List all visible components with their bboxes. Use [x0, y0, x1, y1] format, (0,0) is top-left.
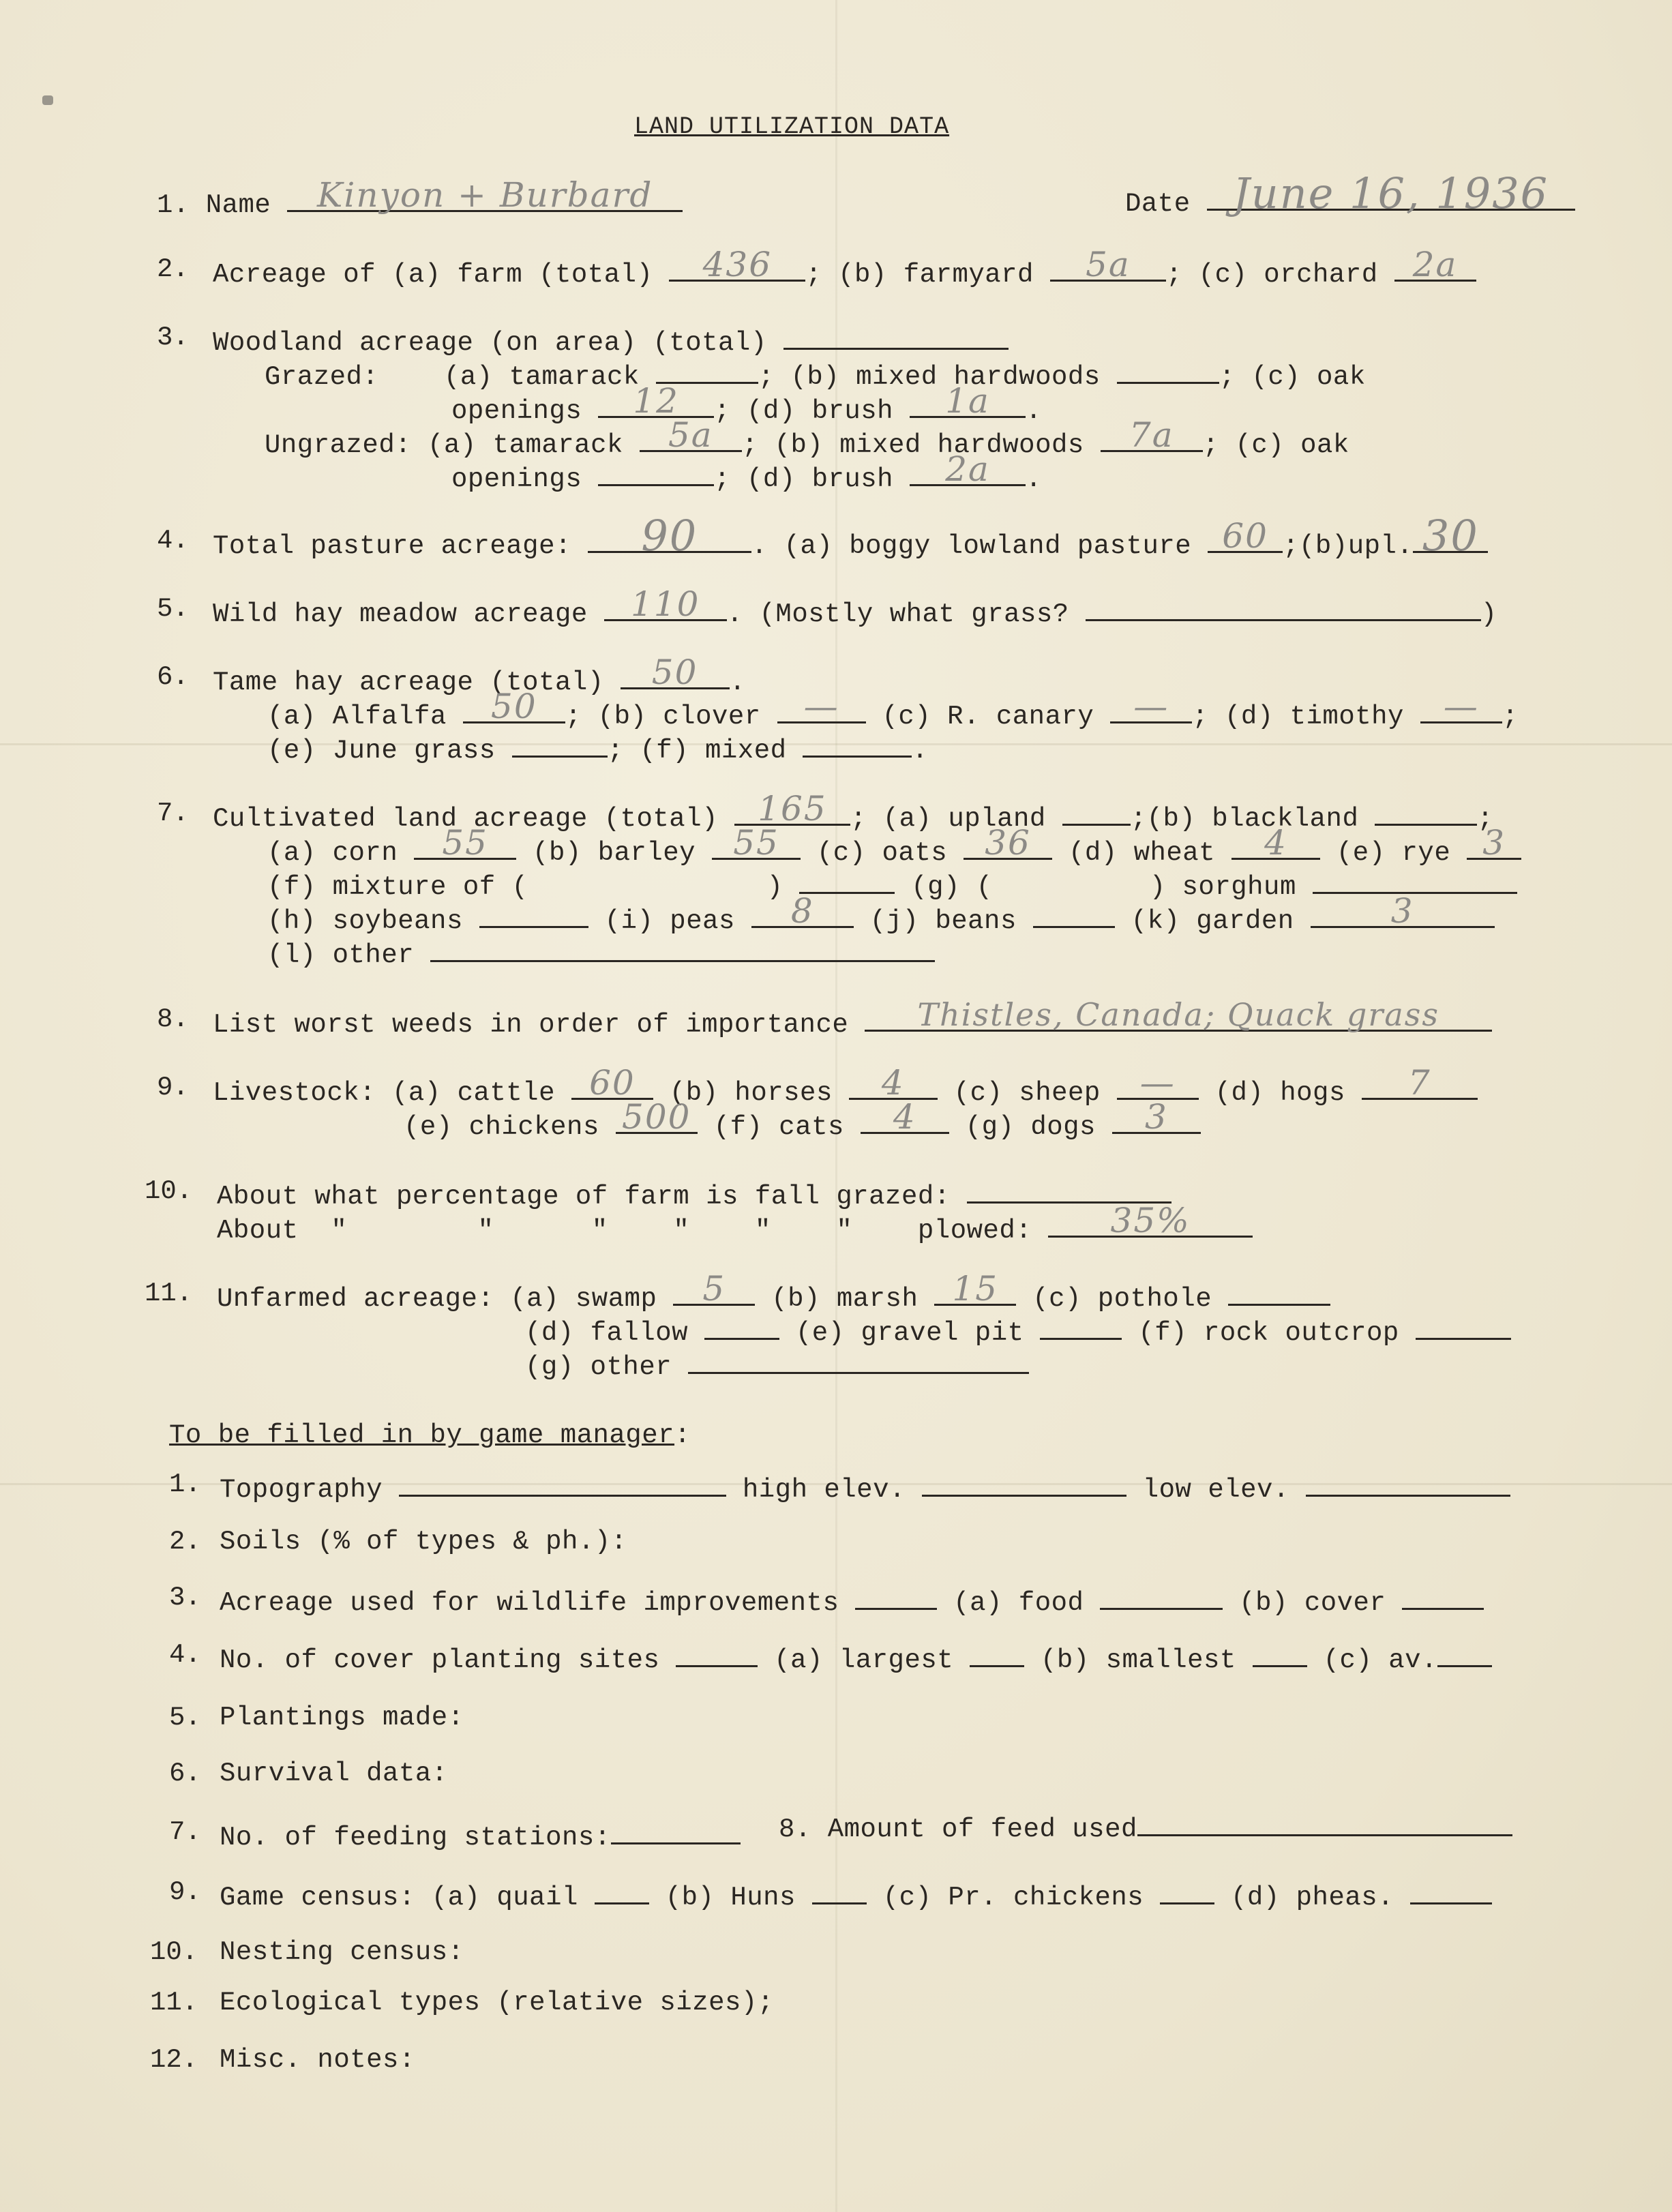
cats-value: 4: [893, 1097, 916, 1137]
nesting-census-label: Nesting census:: [220, 1937, 464, 1967]
oats-label: (c) oats: [816, 838, 948, 868]
q3-row-3: [451, 381, 1042, 427]
ungrazed-brush-value: 2a: [945, 449, 990, 489]
blackland-label: ;(b) blackland: [1130, 804, 1359, 834]
q11-number: 11.: [145, 1279, 193, 1309]
dogs-value: 3: [1144, 1097, 1168, 1137]
m5-number: 5.: [169, 1703, 201, 1733]
blackland-field[interactable]: [1375, 798, 1477, 826]
timothy-value: —: [1443, 687, 1479, 726]
q2-row: [213, 245, 1476, 290]
corn-value: 55: [442, 823, 488, 863]
wheat-value: 4: [1264, 823, 1287, 863]
ungrazed-tamarack-field[interactable]: [640, 415, 742, 455]
unfarmed-label: Unfarmed acreage:: [217, 1284, 494, 1314]
date-label: Date: [1125, 189, 1191, 219]
name-value: Kinyon + Burbard: [317, 175, 653, 215]
q5-number: 5.: [157, 594, 189, 624]
m10-number: 10.: [150, 1937, 198, 1967]
m9-number: 9.: [169, 1877, 201, 1907]
hogs-field[interactable]: [1362, 1063, 1478, 1103]
barley-field[interactable]: [712, 823, 801, 863]
marsh-label: (b) marsh: [771, 1284, 919, 1314]
q3-row-5: [451, 449, 1042, 495]
barley-value: 55: [733, 823, 779, 863]
ecological-types-label: Ecological types (relative sizes);: [220, 1988, 774, 2018]
sheep-field[interactable]: [1117, 1063, 1199, 1103]
ungrazed-openings-field[interactable]: [598, 458, 714, 486]
rock-outcrop-label: (f) rock outcrop: [1138, 1318, 1399, 1348]
pasture-field[interactable]: [588, 511, 751, 561]
ungrazed-hardwoods-field[interactable]: [1101, 415, 1203, 455]
ungrazed-hardwoods-label: ; (b) mixed hardwoods: [741, 430, 1084, 460]
ungrazed-oak-label: ; (c) oak: [1202, 430, 1349, 460]
q11-row-2: [525, 1312, 1511, 1349]
boggy-value: 60: [1222, 516, 1268, 556]
m8-row: [779, 1808, 1512, 1845]
q6-number: 6.: [157, 662, 189, 692]
manager-heading-text: To be filled in by game manager: [169, 1420, 675, 1450]
grazed-openings-value: 12: [633, 381, 679, 421]
orchard-value: 2a: [1412, 245, 1458, 284]
grazed-brush-field[interactable]: [910, 381, 1026, 421]
q3-number: 3.: [157, 323, 189, 353]
weeds-label: List worst weeds in order of importance: [213, 1010, 849, 1040]
m7-number: 7.: [169, 1817, 201, 1847]
m11-number: 11.: [150, 1988, 198, 2018]
q6-row-2: [267, 687, 1519, 732]
cattle-label: (a) cattle: [391, 1078, 555, 1108]
other-unfarmed-field[interactable]: [688, 1346, 1029, 1374]
peas-field[interactable]: [751, 891, 854, 931]
q9-row-2: [404, 1097, 1201, 1143]
q7-number: 7.: [157, 798, 189, 828]
other-unfarmed-label: (g) other: [525, 1352, 672, 1382]
hogs-label: (d) hogs: [1214, 1078, 1345, 1108]
m3-number: 3.: [169, 1583, 201, 1613]
oats-value: 36: [985, 823, 1031, 863]
feed-used-label: Amount of feed used: [827, 1814, 1137, 1844]
cats-field[interactable]: [861, 1097, 949, 1137]
huns-field[interactable]: [812, 1877, 867, 1904]
grazed-label: Grazed:: [265, 362, 379, 392]
orchard-field[interactable]: [1394, 245, 1476, 284]
low-elev-label: low elev.: [1142, 1475, 1289, 1505]
m12-number: 12.: [150, 2045, 198, 2075]
farm-field[interactable]: [669, 245, 805, 284]
wildlife-improvements-label: Acreage used for wildlife improvements: [220, 1588, 839, 1618]
semicolon: ;: [1502, 702, 1519, 732]
mixed-field[interactable]: [803, 730, 912, 758]
sheep-label: (c) sheep: [953, 1078, 1101, 1108]
dogs-label: (g) dogs: [965, 1112, 1096, 1142]
period: .: [1026, 396, 1042, 426]
clover-label: ; (b) clover: [565, 702, 761, 732]
oats-field[interactable]: [964, 823, 1052, 863]
soybeans-field[interactable]: [479, 900, 588, 928]
horses-value: 4: [881, 1063, 905, 1103]
peas-value: 8: [790, 891, 814, 931]
cover-sites-label: No. of cover planting sites: [220, 1645, 660, 1675]
sorghum-field[interactable]: [1313, 866, 1517, 894]
farmyard-label: ; (b) farmyard: [805, 260, 1034, 290]
upland-pasture-field[interactable]: [1413, 511, 1488, 561]
wild-hay-label: Wild hay meadow acreage: [213, 599, 588, 629]
ungrazed-brush-label: ; (d) brush: [714, 464, 894, 494]
feeding-stations-label: No. of feeding stations:: [220, 1823, 611, 1853]
smallest-field[interactable]: [1253, 1639, 1307, 1667]
q9-row-1: [213, 1063, 1478, 1109]
orchard-label: ; (c) orchard: [1165, 260, 1378, 290]
chickens-field[interactable]: [616, 1097, 698, 1137]
rye-label: (e) rye: [1336, 838, 1451, 868]
food-label: (a) food: [953, 1588, 1084, 1618]
cultivated-value: 165: [758, 789, 827, 828]
date-value: June 16, 1936: [1232, 168, 1549, 218]
cover-sites-field[interactable]: [676, 1639, 758, 1667]
corn-label: (a) corn: [267, 838, 398, 868]
ditto-marks: " " " " " ": [331, 1216, 853, 1246]
colon: :: [674, 1420, 691, 1450]
weeds-field[interactable]: [865, 996, 1492, 1033]
soils-label: Soils (% of types & ph.):: [220, 1527, 627, 1557]
plowed-value: 35%: [1110, 1201, 1191, 1240]
garden-field[interactable]: [1311, 891, 1495, 931]
q7-row-5: [267, 934, 935, 971]
manager-heading: [169, 1420, 691, 1451]
mixed-label: ; (f) mixed: [607, 736, 787, 766]
prairie-chickens-field[interactable]: [1160, 1877, 1214, 1904]
q1-name-row: [157, 175, 683, 221]
farmyard-value: 5a: [1086, 245, 1131, 284]
tame-hay-label: Tame hay acreage (total): [213, 668, 604, 698]
cover-label: (b) cover: [1239, 1588, 1386, 1618]
m3-row: [220, 1582, 1484, 1619]
q11-row-1: [217, 1269, 1330, 1315]
period: .: [1026, 464, 1042, 494]
prairie-chickens-label: (c) Pr. chickens: [882, 1883, 1144, 1913]
q2-number: 2.: [157, 254, 189, 284]
canary-field[interactable]: [1110, 687, 1192, 726]
close-paren: ): [766, 872, 783, 902]
timothy-label: ; (d) timothy: [1192, 702, 1404, 732]
horses-field[interactable]: [849, 1063, 938, 1103]
cattle-field[interactable]: [571, 1063, 653, 1103]
other-crop-field[interactable]: [430, 934, 935, 962]
sheep-value: —: [1139, 1063, 1176, 1103]
grass-field[interactable]: [1086, 593, 1481, 621]
rye-field[interactable]: [1467, 823, 1521, 863]
clover-value: —: [803, 687, 839, 726]
chickens-value: 500: [622, 1097, 691, 1137]
upland-label: ; (a) upland: [850, 804, 1046, 834]
average-field[interactable]: [1437, 1639, 1492, 1667]
pasture-label: Total pasture acreage:: [213, 531, 571, 561]
grazed-hardwoods-label: ; (b) mixed hardwoods: [758, 362, 1101, 392]
peas-label: (i) peas: [604, 906, 735, 936]
smallest-label: (b) smallest: [1040, 1645, 1236, 1675]
q10-row-2: [217, 1201, 1253, 1246]
june-grass-label: (e) June grass: [267, 736, 496, 766]
plowed-field[interactable]: [1048, 1201, 1253, 1240]
alfalfa-field[interactable]: [463, 687, 565, 726]
fallow-label: (d) fallow: [525, 1318, 689, 1348]
m4-number: 4.: [169, 1640, 201, 1670]
upland-pasture-label: ;(b)upl.: [1283, 531, 1414, 561]
m1-row: [220, 1469, 1510, 1506]
boggy-label: . (a) boggy lowland pasture: [751, 531, 1192, 561]
marsh-field[interactable]: [934, 1269, 1016, 1309]
date-field[interactable]: [1207, 168, 1575, 218]
alfalfa-label: (a) Alfalfa: [267, 702, 447, 732]
june-grass-field[interactable]: [512, 730, 608, 758]
pothole-label: (c) pothole: [1032, 1284, 1212, 1314]
chickens-label: (e) chickens: [404, 1112, 599, 1142]
grazed-tamarack-label: (a) tamarack: [443, 362, 640, 392]
hogs-value: 7: [1407, 1063, 1431, 1103]
m9-row: [220, 1877, 1492, 1913]
dogs-field[interactable]: [1112, 1097, 1201, 1137]
woodland-label: Woodland acreage (on area) (total): [213, 328, 767, 358]
average-label: (c) av.: [1323, 1645, 1437, 1675]
name-label: 1. Name: [157, 190, 271, 220]
corn-field[interactable]: [414, 823, 516, 863]
plantings-label: Plantings made:: [220, 1703, 464, 1733]
ungrazed-brush-field[interactable]: [910, 449, 1026, 489]
barley-label: (b) barley: [533, 838, 696, 868]
about-label: About: [217, 1216, 299, 1246]
q10-number: 10.: [145, 1176, 193, 1206]
woodland-total-field[interactable]: [783, 322, 1009, 350]
quail-field[interactable]: [595, 1877, 649, 1904]
upland-field[interactable]: [1062, 798, 1131, 826]
q7-row-4: [267, 891, 1495, 937]
pasture-value: 90: [641, 511, 698, 561]
m8-number: 8.: [779, 1814, 811, 1844]
clover-field[interactable]: [777, 687, 866, 726]
q5-row: [213, 584, 1497, 630]
fall-grazed-label: About what percentage of farm is fall grazed:: [217, 1182, 951, 1212]
wheat-label: (d) wheat: [1068, 838, 1216, 868]
garden-value: 3: [1390, 891, 1414, 931]
grazed-openings-field[interactable]: [598, 381, 714, 421]
q4-row: [213, 511, 1488, 562]
q10-row-1: [217, 1176, 1171, 1212]
topography-label: Topography: [220, 1475, 383, 1505]
largest-field[interactable]: [970, 1639, 1024, 1667]
farmyard-field[interactable]: [1050, 245, 1166, 284]
ungrazed-tamarack-label: (a) tamarack: [428, 430, 623, 460]
grazed-tamarack-field[interactable]: [656, 356, 758, 384]
grazed-brush-value: 1a: [945, 381, 990, 421]
cultivated-field[interactable]: [734, 789, 850, 828]
rye-value: 3: [1482, 823, 1506, 863]
ungrazed-hardwoods-value: 7a: [1129, 415, 1174, 455]
largest-label: (a) largest: [774, 1645, 954, 1675]
canary-label: (c) R. canary: [882, 702, 1094, 732]
m7-row: [220, 1817, 741, 1853]
wild-hay-field[interactable]: [604, 584, 727, 624]
date-row: [1125, 168, 1575, 220]
wild-hay-value: 110: [630, 584, 700, 624]
period: .: [729, 668, 746, 698]
soybeans-label: (h) soybeans: [267, 906, 463, 936]
swamp-label: (a) swamp: [510, 1284, 657, 1314]
period: .: [912, 736, 929, 766]
ungrazed-label: Ungrazed:: [265, 430, 412, 460]
feeding-stations-field[interactable]: [611, 1817, 741, 1844]
rock-outcrop-field[interactable]: [1416, 1312, 1511, 1340]
huns-label: (b) Huns: [665, 1883, 796, 1913]
feed-used-field[interactable]: [1137, 1808, 1512, 1836]
livestock-label: Livestock:: [213, 1078, 376, 1108]
plowed-label: plowed:: [917, 1216, 1032, 1246]
cattle-value: 60: [589, 1063, 636, 1103]
pothole-field[interactable]: [1228, 1278, 1330, 1306]
q8-number: 8.: [157, 1004, 189, 1034]
horses-label: (b) horses: [669, 1078, 833, 1108]
gravel-pit-label: (e) gravel pit: [795, 1318, 1024, 1348]
grass-question-label: . (Mostly what grass?: [726, 599, 1069, 629]
g-label: (g) (: [911, 872, 993, 902]
m6-number: 6.: [169, 1759, 201, 1789]
q3-row-2: [265, 356, 1366, 393]
mixture-label: (f) mixture of (: [267, 872, 528, 902]
fallow-field[interactable]: [704, 1312, 779, 1340]
survival-label: Survival data:: [220, 1759, 448, 1789]
beans-label: (j) beans: [869, 906, 1017, 936]
alfalfa-value: 50: [491, 687, 537, 726]
topography-field[interactable]: [399, 1469, 726, 1497]
farm-label: Acreage of (a) farm (total): [213, 260, 653, 290]
wildlife-improvements-field[interactable]: [855, 1582, 937, 1610]
cover-field[interactable]: [1402, 1582, 1484, 1610]
m4-row: [220, 1639, 1492, 1676]
ungrazed-tamarack-value: 5a: [668, 415, 713, 455]
q8-row: [213, 996, 1492, 1041]
grazed-oak-label: ; (c) oak: [1219, 362, 1366, 392]
q3-row-1: [213, 322, 1009, 359]
beans-field[interactable]: [1033, 900, 1115, 928]
m2-number: 2.: [169, 1527, 201, 1557]
garden-label: (k) garden: [1131, 906, 1294, 936]
food-field[interactable]: [1100, 1582, 1223, 1610]
boggy-field[interactable]: [1208, 516, 1283, 556]
fall-grazed-field[interactable]: [967, 1176, 1171, 1204]
weeds-value: Thistles, Canada; Quack grass: [917, 996, 1439, 1033]
cultivated-label: Cultivated land acreage (total): [213, 804, 719, 834]
timothy-field[interactable]: [1420, 687, 1502, 726]
misc-notes-label: Misc. notes:: [220, 2045, 415, 2075]
semicolon: ;: [1477, 804, 1494, 834]
name-field[interactable]: [287, 175, 683, 215]
tame-hay-value: 50: [651, 653, 698, 692]
q6-row-3: [267, 730, 928, 766]
grazed-brush-label: ; (d) brush: [714, 396, 894, 426]
page-title: LAND UTILIZATION DATA: [634, 113, 950, 140]
pheasants-label: (d) pheas.: [1231, 1883, 1394, 1913]
q11-row-3: [525, 1346, 1029, 1383]
upland-pasture-value: 30: [1422, 511, 1479, 561]
q9-number: 9.: [157, 1073, 189, 1103]
mixture-field[interactable]: [799, 866, 895, 894]
cats-label: (f) cats: [713, 1112, 844, 1142]
q7-row-2: [267, 823, 1521, 869]
farm-value: 436: [702, 245, 773, 284]
tame-hay-field[interactable]: [621, 653, 730, 692]
paper-mark: [42, 95, 53, 105]
low-elev-field[interactable]: [1306, 1469, 1510, 1497]
grazed-hardwoods-field[interactable]: [1117, 356, 1219, 384]
q4-number: 4.: [157, 526, 189, 556]
swamp-value: 5: [702, 1269, 726, 1309]
grazed-openings-label: openings: [451, 396, 582, 426]
high-elev-label: high elev.: [742, 1475, 906, 1505]
close-paren: ): [1480, 599, 1497, 629]
q3-row-4: [265, 415, 1349, 461]
marsh-value: 15: [952, 1269, 999, 1309]
sorghum-label: ) sorghum: [1149, 872, 1296, 902]
pheasants-field[interactable]: [1410, 1877, 1492, 1904]
m1-number: 1.: [169, 1469, 201, 1499]
gravel-pit-field[interactable]: [1040, 1312, 1122, 1340]
canary-value: —: [1133, 687, 1169, 726]
other-crop-label: (l) other: [267, 940, 415, 970]
quail-label: Game census: (a) quail: [220, 1883, 578, 1913]
swamp-field[interactable]: [673, 1269, 755, 1309]
ungrazed-openings-label: openings: [451, 464, 582, 494]
high-elev-field[interactable]: [922, 1469, 1126, 1497]
wheat-field[interactable]: [1231, 823, 1320, 863]
